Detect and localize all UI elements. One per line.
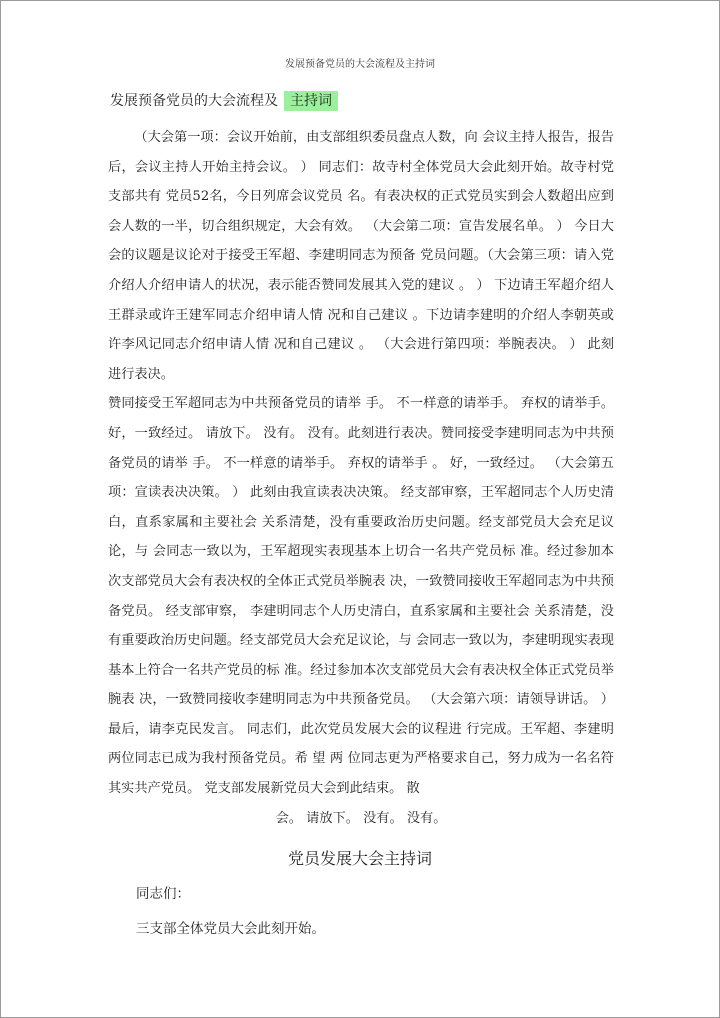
document-body xyxy=(108,123,614,833)
section-subtitle: 党员发展大会主持词 xyxy=(287,849,432,868)
title-highlight: 主持词 xyxy=(284,91,338,111)
running-header: 发展预备党员的大会流程及主持词 xyxy=(285,59,435,70)
document-title xyxy=(110,90,338,110)
paragraph-voting: 赞同接受王军超同志为中共预备党员的请举 手。 不一样意的请举手。 弃权的请举手。 好，一致经过。 请放下。 没有。 没有。此刻进行表决。赞同接受李建明同志为中共预备党员的请举 手。 不一样意的请举手。 弃权的请举手 。 好，一致经过。 （大会第五项：宣读表决决策。 ） 此刻由我宣读表决决策。 经支部审察，王军超同志个人历史清白，直系家属和主要社会 关系清楚，没有重要政治历史问题。经支部党员大会充足议论，与 会同志一致以为，王军超现实表现基本上切合一名共产党员标 准。经过参加本次支部党员大会有表决权的全体正式党员举腕表 决，一致赞同接收王军超同志为中共预备党员。 经支部审察， 李建明同志个人历史清白，直系家属和主要社会 关系清楚，没有重要政治历史问题。经支部党员大会充足议论，与 会同志一致以为，李建明现实表现基本上符合一名共产党员的标 准。经过参加本次支部党员大会有表决权全体正式党员举腕表 决，一致赞同接收李建明同志为中共预备党员。 （大会第六项：请领导讲话。 ） 最后，请李克民发言。 同志们，此次党员发展大会的议程进 行完成。王军超、李建明两位同志已成为我村预备党员。希 望 两 位同志更为严格要求自己，努力成为一名名符其实共产党员。 党支部发展新党员大会到此结束。 散 xyxy=(108,396,614,797)
paragraph-meeting-flow: （大会第一项：会议开始前，由支部组织委员盘点人数，向 会议主持人报告，报告后，会议主持人开始主持会议。 ） 同志们：故寺村全体党员大会此刻开始。故寺村党支部共有 党员52名，今日列席会议党员 名。有表决权的正式党员实到会人数超出应到会人数的一半，切合组织规定，大会有效。 （大会第二项：宣告发展名单。 ） 今日大会的议题是议论对于接受王军超、李建明同志为预备 党员问题。（大会第三项：请入党介绍人介绍申请人的状况，表示能否赞同发展其入党的建议 。 ） 下边请王军超介绍人王群录或许王建军同志介绍申请人情 况和自己建议 。下边请李建明的介绍人李朝英或许李风记同志介绍申请人情 况和自己建议 。 （大会进行第四项：举腕表决。 ） 此刻进行表决。 xyxy=(108,130,614,382)
paragraph-closing: 会。 请放下。 没有。 没有。 xyxy=(275,810,447,826)
opening-line: 三支部全体党员大会此刻开始。 xyxy=(136,921,325,937)
greeting-line: 同志们： xyxy=(136,886,190,902)
title-text: 发展预备党员的大会流程及 xyxy=(110,93,278,109)
